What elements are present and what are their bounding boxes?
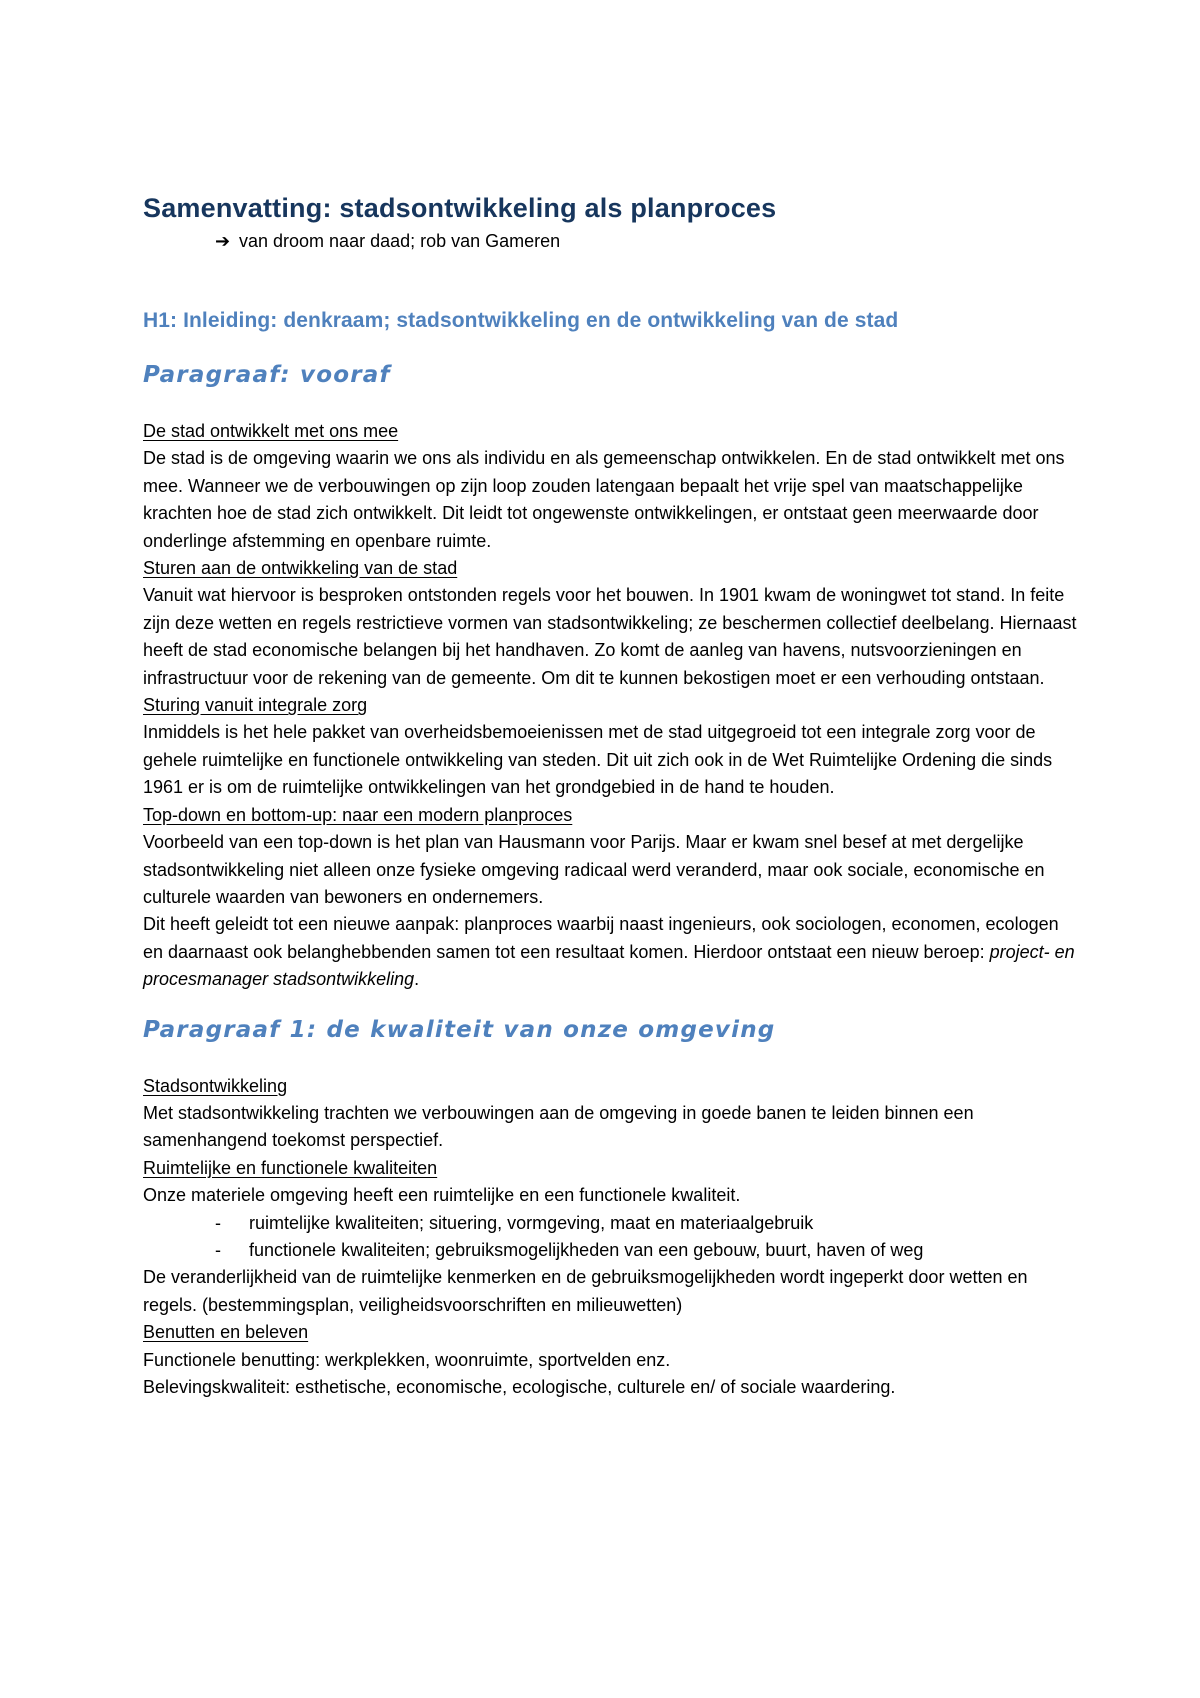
- paragraph-stad-ontwikkelt: De stad is de omgeving waarin we ons als individu en als gemeenschap ontwikkelen. En de stad ontwikkelt met ons mee. Wanneer we de verbouwingen op zijn loop zouden latengaan bepaalt het vrije spel van maatschappelijke krachten hoe de stad zich ontwikkelt. Dit leidt tot ongewenste ontwikkelingen, er ontstaat geen meerwaarde door onderlinge afstemming en openbare ruimte.: [143, 448, 1065, 551]
- paragraph-veranderlijkheid: De veranderlijkheid van de ruimtelijke kenmerken en de gebruiksmogelijkheden wordt ingeperkt door wetten en regels. (bestemmingsplan, veiligheidsvoorschriften en milieuwetten): [143, 1267, 1028, 1315]
- paragraph-integrale-zorg: Inmiddels is het hele pakket van overheidsbemoeienissen met de stad uitgegroeid tot een integrale zorg voor de gehele ruimtelijke en functionele ontwikkeling van steden. Dit uit zich ook in de Wet Ruimtelijke Ordening die sinds 1961 er is om de ruimtelijke ontwikkelingen van het grondgebied in de hand te houden.: [143, 722, 1053, 798]
- section-heading-par1: Paragraaf 1: de kwaliteit van onze omgeving: [143, 1016, 776, 1043]
- subheading-integrale-zorg: Sturing vanuit integrale zorg: [143, 695, 368, 716]
- document-subtitle: van droom naar daad; rob van Gameren: [239, 231, 561, 251]
- paragraph-kwaliteiten: Onze materiele omgeving heeft een ruimtelijke en een functionele kwaliteit.: [143, 1185, 741, 1206]
- section-vooraf: [143, 418, 1083, 994]
- planproces-beroep: project- en procesmanager stadsontwikkeling: [143, 941, 1075, 990]
- bullet-dash: -: [215, 1239, 221, 1260]
- section-heading-vooraf: Paragraaf: vooraf: [143, 362, 391, 388]
- planproces-end: .: [414, 969, 420, 990]
- paragraph-planproces: [143, 911, 1083, 993]
- subheading-stad-ontwikkelt: De stad ontwikkelt met ons mee: [143, 421, 399, 441]
- chapter-heading: H1: Inleiding: denkraam; stadsontwikkeling en de ontwikkeling van de stad: [143, 309, 899, 332]
- document-page: [143, 190, 1083, 1401]
- subtitle-row: [215, 228, 1083, 254]
- bullet-dash: -: [215, 1212, 221, 1233]
- document-title: Samenvatting: stadsontwikkeling als planproces: [143, 193, 777, 223]
- paragraph-stadsontwikkeling: Met stadsontwikkeling trachten we verbouwingen aan de omgeving in goede banen te leiden binnen een samenhangend toekomst perspectief.: [143, 1102, 974, 1151]
- list-item: [143, 1210, 1083, 1237]
- list-item-text: ruimtelijke kwaliteiten; situering, vormgeving, maat en materiaalgebruik: [249, 1212, 814, 1233]
- paragraph-beleving: Belevingskwaliteit: esthetische, economische, ecologische, culturele en/ of sociale waardering.: [143, 1377, 896, 1397]
- planproces-text: Dit heeft geleidt tot een nieuwe aanpak: planproces waarbij naast ingenieurs, ook sociologen, economen, ecologen en daarnaast ook belanghebbenden samen tot een resultaat komen. Hierdoor ontstaat een nieuw beroep:: [143, 914, 1059, 962]
- subheading-top-down: Top-down en bottom-up: naar een modern planproces: [143, 804, 573, 825]
- subheading-stadsontwikkeling: Stadsontwikkeling: [143, 1075, 288, 1096]
- subheading-sturen: Sturen aan de ontwikkeling van de stad: [143, 558, 458, 579]
- paragraph-sturen: Vanuit wat hiervoor is besproken ontstonden regels voor het bouwen. In 1901 kwam de woningwet tot stand. In feite zijn deze wetten en regels restrictieve vormen van stadsontwikkeling; ze beschermen collectief deelbelang. Hiernaast heeft de stad economische belangen bij het handhaven. Zo komt de aanleg van havens, nutsvoorzieningen en infrastructuur voor de rekening van de gemeente. Om dit te kunnen bekostigen moet er een verhouding ontstaan.: [143, 585, 1077, 688]
- paragraph-benutting: Functionele benutting: werkplekken, woonruimte, sportvelden enz.: [143, 1349, 671, 1370]
- subheading-kwaliteiten: Ruimtelijke en functionele kwaliteiten: [143, 1157, 438, 1178]
- list-item-text: functionele kwaliteiten; gebruiksmogelijkheden van een gebouw, buurt, haven of weg: [249, 1239, 924, 1260]
- list-item: [143, 1237, 1083, 1264]
- arrow-right-icon: ➔: [215, 231, 231, 251]
- section-par1: [143, 1073, 1083, 1402]
- subheading-benutten: Benutten en beleven: [143, 1322, 309, 1343]
- paragraph-top-down: Voorbeeld van een top-down is het plan van Hausmann voor Parijs. Maar er kwam snel besef at met dergelijke stadsontwikkeling niet alleen onze fysieke omgeving radicaal werd veranderd, maar ook sociale, economische en culturele waarden van bewoners en ondernemers.: [143, 832, 1045, 907]
